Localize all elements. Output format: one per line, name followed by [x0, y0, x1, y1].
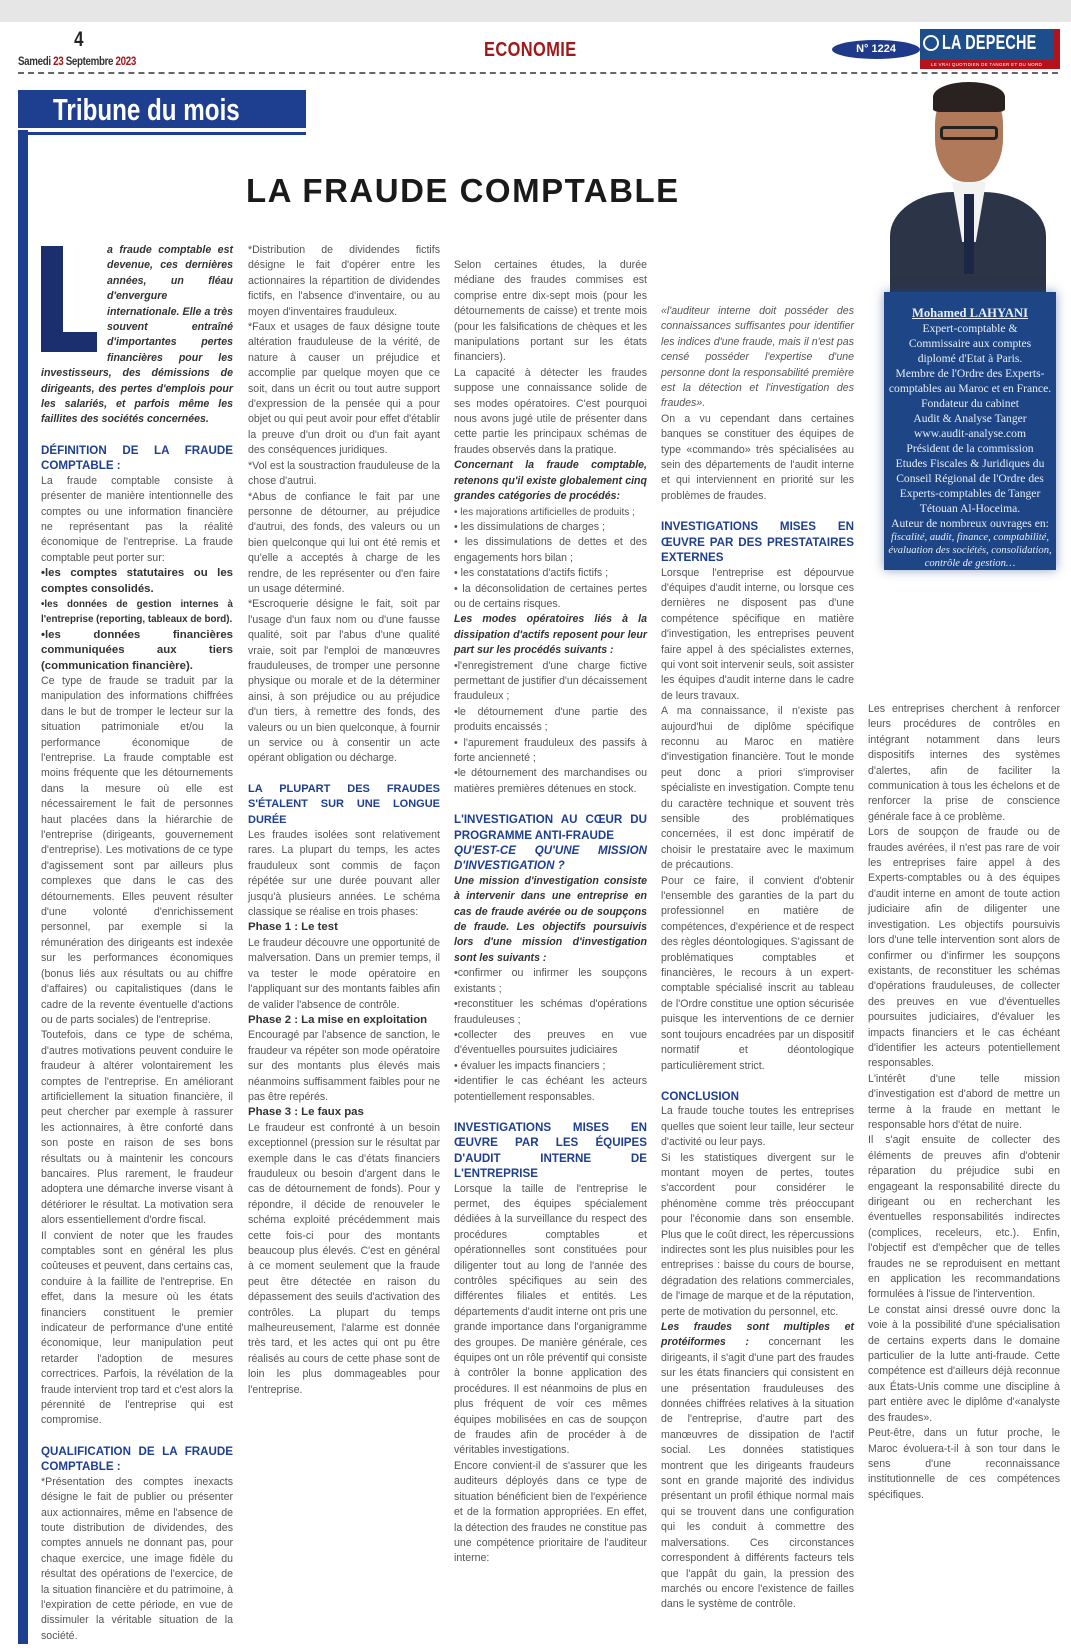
phase-1-title: Phase 1 : Le test	[248, 921, 338, 934]
glasses-icon	[940, 126, 998, 140]
quote-paragraph: «l'auditeur interne doit posséder des connaissances suffisantes pour identifier les indices d'une fraude, mais il n'est pas censé posséder l'expertise d'une personne dont la responsabilité première est la détection et l'investigation des fraudes».	[661, 305, 854, 410]
paragraph: Ce type de fraude se traduit par la manipulation des informations chiffrées dans le but de tromper le lecteur sur la situation patrimoniale et/ou la performance économique de l'entreprise. La fraude comptable est moins fréquente que les détournements dans la mesure où elle est nécessairement le fait de personnes haut placées dans la hiérarchie de l'entreprise (dirigeants, gouvernement d'entreprise). Les motivations de ce type d'agissement sont par ailleurs plus complexes que dans le cas des détournements. Elles peuvent résulter d'une volonté d'enrichissement personnel, par exemple si la rémunération des dirigeants est indexée sur les performances économiques (bonus liés aux résultats ou au chiffre d'affaires) ou capitalistiques (dans le cadre de la revente éventuelle d'actions ou de parts sociales) de l'entreprise.	[41, 674, 233, 1026]
newspaper-page	[0, 22, 1071, 1652]
list-item: • évaluer les impacts financiers ;	[454, 1059, 606, 1072]
paragraph: *Abus de confiance le fait par une personne de détourner, au préjudice d'autrui, des fonds, des valeurs ou un bien quelconque qui lui ont été remis et qu'elle a acceptés à charge de les rendre, de les représenter ou d'en faire un usage déterminé.	[248, 490, 440, 595]
date-year: 2023	[115, 56, 136, 68]
list-item: •les données de gestion internes à l'entreprise (reporting, tableaux de bord).	[41, 598, 233, 626]
logo-name: LA DEPECHE	[942, 32, 1037, 54]
list-item: •le détournement des marchandises ou matières premières détenues en stock.	[454, 767, 647, 795]
rubric-title: Tribune du mois	[53, 92, 240, 127]
list-item: •collecter des preuves en vue d'éventuelles poursuites judiciaires	[454, 1028, 647, 1057]
header-divider	[18, 72, 1058, 74]
bio-line: Etudes Fiscales & Juridiques du	[895, 457, 1045, 470]
paragraph: Lorsque l'entreprise est dépourvue d'équipes d'audit interne, ou lorsque ces dernières ne disposent pas d'une compétence spécifique en matière d'investigation, les entreprises peuvent faire appel à des spécialistes externes, qui vont soit intervenir seuls, soit assister les équipes d'audit interne dans le cadre de leurs travaux.	[661, 566, 854, 702]
paragraph: La capacité à détecter les fraudes suppose une connaissance solide de ses modes opératoires. C'est pourquoi nous avons jugé utile de présenter dans cette partie les principaux schémas de fraudes observés dans la pratique.	[454, 366, 647, 456]
paragraph: La fraude comptable consiste à présenter de manière intentionnelle des comptes ou une information financière ne représentant pas la réalité économique de l'entreprise. La fraude comptable peut porter sur:	[41, 474, 233, 564]
paragraph: Le constat ainsi dressé ouvre donc la voie à la possibilité d'une spécialisation de certains experts dans le domaine particulier de la lutte anti-fraude. Cette compétence est d'ailleurs déjà reconnue aux États-Unis comme une discipline à part entière avec le diplôme d'«analyste des fraudes».	[868, 1303, 1060, 1424]
issue-date	[18, 56, 136, 68]
heading-audit-interne: INVESTIGATIONS MISES EN ŒUVRE PAR LES ÉQUIPES D'AUDIT INTERNE DE L'ENTREPRISE	[454, 1120, 647, 1181]
paragraph: Lors de soupçon de fraude ou de fraudes avérées, il n'est pas rare de voir les entreprises faire appel à des Experts-comptables ou à des équipes d'audit interne en amont de toute action judiciaire afin de diligenter une investigation. Les objectifs poursuivis lors d'une telle intervention sont alors de confirmer ou d'infirmer les soupçons existants, de reconstituer les schémas d'opérations frauduleuses, de collecter des preuves en vue d'éventuelles poursuites judiciaires, d'évaluer les impacts financiers et le cas échéant d'identifier les acteurs potentiellement responsables.	[868, 826, 1060, 1070]
paragraph: *Vol est la soustraction frauduleuse de la chose d'autrui.	[248, 459, 440, 488]
left-color-rule	[18, 130, 28, 1644]
paragraph: Toutefois, dans ce type de schéma, d'autres motivations peuvent conduire le fraudeur à altérer volontairement les comptes de l'entreprise. En améliorant artificiellement la situation financière, il peut chercher par exemple à rassurer les actionnaires, à être conforté dans son poste en raison de ses bons résultats ou à maintenir les concours bancaires. Plus rarement, le fraudeur adoptera une démarche inverse visant à détériorer le résultat. La motivation sera alors essentiellement d'ordre fiscal.	[41, 1029, 233, 1227]
paragraph: Lorsque la taille de l'entreprise le permet, des équipes spécialement dédiées à la surveillance du respect des procédures comptables et opérationnelles sont constituées pour diligenter tout au long de l'année des contrôles spécifiques au sein des différentes filiales et entités. Les départements d'audit interne ont pris une grande importance dans l'organigramme des groupes. De manière générale, ces équipes ont un rôle préventif qui consiste à contrôler la bonne application des procédures. Il est néanmoins de plus en plus fréquent de voir ces mêmes équipes mobilisées en cas de soupçon de fraudes afin de procéder à de véritables investigations.	[454, 1182, 647, 1457]
list-item: •identifier le cas échéant les acteurs potentiellement responsables.	[454, 1075, 647, 1103]
logo-side-tag	[1053, 29, 1060, 69]
list-item: • l'apurement frauduleux des passifs à forte ancienneté ;	[454, 736, 647, 764]
list-item: •le détournement d'une partie des produits encaissés ;	[454, 705, 647, 734]
bio-line: comptables au Maroc et en France.	[888, 382, 1052, 395]
author-photo	[880, 82, 1056, 292]
author-name: Mohamed LAHYANI	[911, 306, 1029, 320]
bio-line: Conseil Régional de l'Ordre des	[896, 472, 1044, 485]
article-column-3	[454, 258, 647, 1567]
paragraph: Les fraudes isolées sont relativement rares. La plupart du temps, les actes frauduleux sont commis de façon répétée sur une durée pouvant aller jusqu'à plusieurs années. Le schéma classique se réalise en trois phases:	[248, 829, 440, 919]
author-website[interactable]: www.audit-analyse.com	[914, 427, 1026, 440]
paragraph	[661, 1320, 854, 1613]
paragraph: Peut-être, dans un futur proche, le Maroc évoluera-t-il à son tour dans le sens d'une reconnaissance institutionnelle de ces compétences spécifiques.	[868, 1427, 1060, 1501]
article-column-4	[661, 304, 854, 1613]
paragraph: *Escroquerie désigne le fait, soit par l'usage d'un faux nom ou d'une fausse qualité, soit par l'abus d'une qualité vraie, soit par l'emploi de manœuvres frauduleuses, de tromper une personne physique ou morale et de la déterminer ainsi, à son préjudice ou au préjudice d'un tiers, à remettre des fonds, des valeurs ou un bien quelconque, à fournir un service ou à consentir un acte opérant obligation ou décharge.	[248, 598, 440, 765]
bio-line: Président de la commission	[906, 442, 1034, 455]
heading-externes: INVESTIGATIONS MISES EN ŒUVRE PAR DES PRESTATAIRES EXTERNES	[661, 520, 854, 565]
article-column-2	[248, 243, 440, 1398]
paragraph: Encore convient-il de s'assurer que les auditeurs déployés dans ce type de situation bénéficient bien de l'expérience et de la formation appropriées. En effet, la détection des fraudes ne constitue pas une compétence prioritaire de l'auditeur interne:	[454, 1459, 647, 1565]
seal-icon	[923, 35, 939, 51]
emphasis-lead: Les fraudes sont multiples et protéiformes :	[661, 1321, 854, 1349]
heading-conclusion: CONCLUSION	[661, 1089, 739, 1103]
emphasis-paragraph: Concernant la fraude comptable, retenons qu'il existe globalement cinq grandes catégories de procédés:	[454, 459, 647, 503]
emphasis-paragraph: Les modes opératoires liés à la dissipation d'actifs reposent pour leur part sur les procédés suivants :	[454, 613, 647, 657]
paragraph: Il convient de noter que les fraudes comptables sont en général les plus coûteuses et peuvent, dans certains cas, conduire à la faillite de l'entreprise. En effet, dans la mesure où les états financiers constituent le premier indicateur de performance d'une entité économique, leur manipulation peut retarder l'adoption de mesures correctrices. Parfois, la révélation de la fraude intervient trop tard et c'est alors la pérennité de l'entreprise qui est compromise.	[41, 1229, 233, 1427]
newspaper-logo	[920, 29, 1060, 69]
list-item: •les données financières communiquées aux tiers (communication financière).	[41, 628, 233, 672]
heading-definition: DÉFINITION DE LA FRAUDE COMPTABLE :	[41, 443, 233, 473]
list-item: • les constatations d'actifs fictifs ;	[454, 567, 609, 580]
heading-duree: LA PLUPART DES FRAUDES S'ÉTALENT SUR UNE LONGUE DURÉE	[248, 782, 440, 826]
article-column-1	[41, 243, 233, 1644]
section-title: ECONOMIE	[484, 39, 577, 61]
date-month: Septembre	[65, 56, 114, 68]
drop-cap-l	[41, 246, 97, 352]
author-bio-box	[884, 292, 1056, 570]
paragraph: A ma connaissance, il n'existe pas aujourd'hui de diplôme spécifique reconnu au Maroc en matière d'investigation financière. Tout le monde peut donc a priori s'improviser spécialiste en investigation. Compte tenu du caractère technique et souvent très sensible des problématiques concernées, il est donc impératif de choisir le prestataire avec le maximum de précautions.	[661, 705, 854, 872]
list-item: •l'enregistrement d'une charge fictive permettant de justifier d'un décaissement frauduleux ;	[454, 659, 647, 703]
paragraph: Le fraudeur est confronté à un besoin exceptionnel (pression sur le résultat par exemple dans le cas d'états financiers frauduleux ou besoin d'argent dans le cas de détournement de fonds). Pour y répondre, il décide de renouveler le schéma exploité précédemment mais cette fois-ci pour des montants beaucoup plus élevés. C'est en général à ce moment seulement que la fraude peut être détectée en raison du dépassement des seuils d'activation des contrôles. La plupart du temps malheureusement, l'alarme est donnée très tard, et les actes qui ont pu être réalisés au cours de cette phase sont de loin les plus dommageables pour l'entreprise.	[248, 1121, 440, 1396]
list-item: • les dissimulations de charges ;	[454, 520, 605, 533]
paragraph: Si les statistiques divergent sur le montant moyen de pertes, toutes s'accordent pour considérer le phénomène comme très préoccupant pour l'économie dans son ensemble. Plus que le coût direct, les répercussions indirectes sont les plus nuisibles pour les entreprises : baisse du cours de bourse, dégradation des relations commerciales, de l'image de marque et de la réputation, perte de motivation du personnel, etc.	[661, 1151, 854, 1318]
issue-number-badge: N° 1224	[832, 40, 920, 59]
heading-qualification: QUALIFICATION DE LA FRAUDE COMPTABLE :	[41, 1444, 233, 1474]
emphasis-paragraph: Une mission d'investigation consiste à intervenir dans une entreprise en cas de fraude avérée ou de soupçons de fraude. Les objectifs poursuivis lors d'une mission d'investigation sont les suivants :	[454, 874, 647, 964]
bio-line: Experts-comptables de Tanger	[899, 487, 1041, 500]
bio-line: Auteur de nombreux ouvrages en:	[891, 517, 1049, 530]
rubric-banner	[18, 90, 306, 132]
heading-mission: QU'EST-CE QU'UNE MISSION D'INVESTIGATION ?	[454, 844, 647, 873]
bio-line: Expert-comptable &	[922, 322, 1018, 335]
list-item: •les comptes statutaires ou les comptes consolidés.	[41, 567, 233, 595]
list-item: •confirmer ou infirmer les soupçons existants ;	[454, 967, 647, 995]
paragraph-text: concernant les dirigeants, il s'agit d'une part des fraudes sur les états financiers qui consistent en une présentation frauduleuses des données chiffrées relatives à la situation de l'entreprise, d'autre part des manœuvres de dissipation de l'actif social. Les données statistiques montrent que les dirigeants fraudeurs sont en grande majorité des individus présentant un profil éthique normal mais qui se trouvent dans une configuration qui les conduit à commettre des malversations. Ces circonstances correspondent à différents facteurs tels que l'appât du gain, la pression des marchés ou encore l'existence de failles dans le système de contrôle.	[661, 1336, 854, 1611]
list-item: • la déconsolidation de certaines pertes ou de certains risques.	[454, 582, 647, 610]
paragraph: Il s'agit ensuite de collecter des éléments de preuves afin d'obtenir réparation du préjudice subi en engageant la responsabilité directe du dirigeant ou en recherchant les éventuelles responsabilités indirectes (complices, receleurs, etc.). Enfin, l'objectif est d'empêcher que de telles fraudes ne se reproduisent en mettant en application les recommandations formulées à l'issue de l'intervention.	[868, 1134, 1060, 1301]
paragraph: Selon certaines études, la durée médiane des fraudes commises est comprise entre dix-sept mois (pour les détournements de caisse) et trente mois (pour les falsifications de chèques et les manipulations portant sur les états financiers).	[454, 259, 647, 364]
bio-line: diplomé d'Etat à Paris.	[917, 352, 1023, 365]
paragraph: *Présentation des comptes inexacts désigne le fait de publier ou présenter aux actionnaires, même en l'absence de toute distribution de dividendes, des comptes annuels ne donnant pas, pour chaque exercice, une image fidèle du résultat des opérations de l'exercice, de la situation financière et du patrimoine, à l'expiration de cette période, en vue de dissimuler la véritable situation de la société.	[41, 1475, 233, 1642]
bio-line: Tétouan Al-Hoceima.	[919, 502, 1021, 515]
bio-line: Audit & Analyse Tanger	[913, 412, 1027, 425]
paragraph: *Distribution de dividendes fictifs désigne le fait d'opérer entre les actionnaires la répartition de dividendes fictifs, en l'absence d'inventaire, ou au moyen d'inventaires frauduleux.	[248, 244, 440, 318]
paragraph: Le fraudeur découvre une opportunité de malversation. Dans un premier temps, il va tester le mode opératoire en l'appliquant sur des montants faibles afin de valider l'absence de contrôle.	[248, 936, 441, 1011]
phase-3-title: Phase 3 : Le faux pas	[248, 1106, 364, 1119]
paragraph: Pour ce faire, il convient d'obtenir l'ensemble des garanties de la part du professionnel en matière de compétences, d'expérience et de respect des règles déontologiques. S'agissant de problématiques comptables et financières, le recours à un expert-comptable spécialisé inscrit au tableau de l'Ordre constitue une option sécurisée puisque les interventions de ce dernier sont toujours encadrées par un dispositif normatif et déontologique particulièrement strict.	[661, 874, 854, 1072]
bio-line: Membre de l'Ordre des Experts-	[895, 367, 1045, 380]
article-column-5	[868, 702, 1060, 1503]
lead-paragraph: a fraude comptable est devenue, ces dernières années, un fléau d'envergure internationale. Elle a très souvent entraîné d'importantes pertes financières pour les investisseurs, des démissions de dirigeants, des pertes d'emplois pour les salariés, et parfois même les faillites des sociétés concernées.	[41, 244, 233, 426]
article-headline: LA FRAUDE COMPTABLE	[246, 172, 680, 209]
phase-2-title: Phase 2 : La mise en exploitation	[248, 1013, 428, 1026]
page-number: 4	[74, 28, 84, 51]
paragraph: Les entreprises cherchent à renforcer leurs procédures de contrôles en intégrant notamment dans leurs dispositifs internes des systèmes d'alertes, afin de faciliter la communication à tous les échelons et de renforcer la prise de conscience générale face à ce problème.	[868, 703, 1060, 823]
paragraph: On a vu cependant dans certaines banques se constituer des équipes de type «commando» très spécialisées au sein des départements de l'audit interne et qui interviennent en priorité sur les problèmes de fraudes.	[661, 412, 854, 502]
paragraph: La fraude touche toutes les entreprises quelles que soient leur taille, leur secteur d'activité ou leur pays.	[661, 1105, 854, 1149]
logo-tagline: LE VRAI QUOTIDIEN DE TANGER ET DU NORD	[920, 60, 1053, 69]
list-item: •reconstituer les schémas d'opérations frauduleuses ;	[454, 998, 647, 1026]
author-works: fiscalité, audit, finance, comptabilité, évaluation des sociétés, consolidation, contrôle de gestion…	[888, 532, 1052, 569]
list-item: • les dissimulations de dettes et des engagements hors bilan ;	[454, 536, 647, 564]
paragraph: L'intérêt d'une telle mission d'investigation est d'abord de mettre un terme à la fraude en mettant le responsable hors d'état de nuire.	[868, 1072, 1060, 1131]
date-num: 23	[53, 56, 64, 68]
paragraph: Encouragé par l'absence de sanction, le fraudeur va répéter son mode opératoire sur des montants plus élevés mais néanmoins suffisamment faibles pour ne pas être repérés.	[248, 1029, 440, 1103]
bio-line: Commissaire aux comptes	[908, 337, 1032, 350]
date-day: Samedi	[18, 56, 51, 68]
paragraph: *Faux et usages de faux désigne toute altération frauduleuse de la vérité, de nature à causer un préjudice et accomplie par quelque moyen que ce soit, dans un écrit ou tout autre support d'expression de la pensée qui a pour objet ou qui peut avoir pour effet d'établir la preuve d'un droit ou d'un fait ayant des conséquences juridiques.	[248, 321, 440, 457]
bio-line: Fondateur du cabinet	[921, 397, 1019, 410]
list-item: • les majorations artificielles de produits ;	[454, 506, 635, 518]
heading-investigation: L'INVESTIGATION AU CŒUR DU PROGRAMME ANTI-FRAUDE	[454, 813, 647, 842]
